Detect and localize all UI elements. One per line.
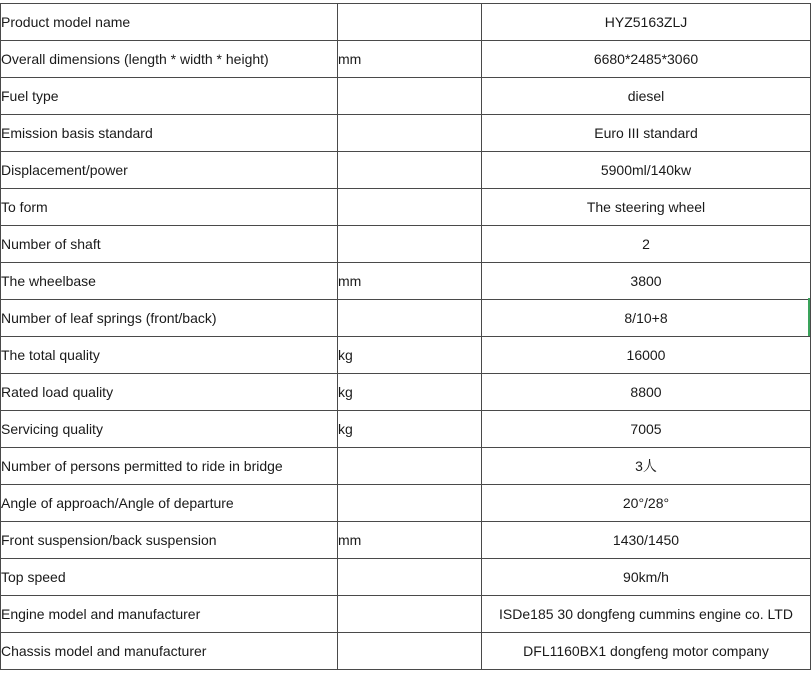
table-row <box>1 115 811 152</box>
table-row <box>1 4 811 41</box>
row-value-cell[interactable]: 90km/h <box>482 559 811 596</box>
row-value-cell[interactable]: 2 <box>482 226 811 263</box>
row-name-cell[interactable]: Fuel type <box>1 78 338 115</box>
row-name-cell[interactable]: Product model name <box>1 4 338 41</box>
table-row <box>1 263 811 300</box>
table-row <box>1 189 811 226</box>
row-name-cell[interactable]: Angle of approach/Angle of departure <box>1 485 338 522</box>
row-name-cell[interactable]: The total quality <box>1 337 338 374</box>
row-value-cell[interactable]: HYZ5163ZLJ <box>482 4 811 41</box>
row-name-cell[interactable]: The wheelbase <box>1 263 338 300</box>
row-unit-cell[interactable] <box>338 4 482 41</box>
spec-table-body <box>1 4 811 670</box>
row-value-cell[interactable]: 20°/28° <box>482 485 811 522</box>
row-name-cell[interactable]: Number of persons permitted to ride in bridge <box>1 448 338 485</box>
row-value-cell[interactable]: 8800 <box>482 374 811 411</box>
row-name-cell[interactable]: Displacement/power <box>1 152 338 189</box>
row-unit-cell[interactable] <box>338 226 482 263</box>
row-unit-cell[interactable] <box>338 152 482 189</box>
row-name-cell[interactable]: Emission basis standard <box>1 115 338 152</box>
row-name-cell[interactable]: Number of shaft <box>1 226 338 263</box>
table-row <box>1 485 811 522</box>
table-row <box>1 300 811 337</box>
row-unit-cell[interactable] <box>338 189 482 226</box>
table-row <box>1 633 811 670</box>
row-unit-cell[interactable]: mm <box>338 41 482 78</box>
row-name-cell[interactable]: Number of leaf springs (front/back) <box>1 300 338 337</box>
row-value-cell[interactable]: 6680*2485*3060 <box>482 41 811 78</box>
row-unit-cell[interactable] <box>338 559 482 596</box>
row-value-cell[interactable]: 16000 <box>482 337 811 374</box>
row-name-cell[interactable]: To form <box>1 189 338 226</box>
row-value-cell[interactable]: 8/10+8 <box>482 300 811 337</box>
row-value-cell[interactable]: 1430/1450 <box>482 522 811 559</box>
table-row <box>1 596 811 633</box>
spec-table <box>0 3 811 670</box>
row-name-cell[interactable]: Engine model and manufacturer <box>1 596 338 633</box>
table-row <box>1 78 811 115</box>
table-row <box>1 41 811 78</box>
row-unit-cell[interactable]: kg <box>338 411 482 448</box>
table-row <box>1 448 811 485</box>
row-unit-cell[interactable]: kg <box>338 374 482 411</box>
row-name-cell[interactable]: Chassis model and manufacturer <box>1 633 338 670</box>
table-row <box>1 411 811 448</box>
table-row <box>1 559 811 596</box>
row-name-cell[interactable]: Front suspension/back suspension <box>1 522 338 559</box>
row-unit-cell[interactable]: mm <box>338 522 482 559</box>
row-unit-cell[interactable]: mm <box>338 263 482 300</box>
row-unit-cell[interactable] <box>338 633 482 670</box>
row-value-cell[interactable]: ISDe185 30 dongfeng cummins engine co. LTD <box>482 596 811 633</box>
table-row <box>1 152 811 189</box>
row-value-cell[interactable]: The steering wheel <box>482 189 811 226</box>
row-unit-cell[interactable] <box>338 300 482 337</box>
row-unit-cell[interactable] <box>338 115 482 152</box>
row-unit-cell[interactable] <box>338 78 482 115</box>
row-name-cell[interactable]: Rated load quality <box>1 374 338 411</box>
row-value-cell[interactable]: DFL1160BX1 dongfeng motor company <box>482 633 811 670</box>
table-row <box>1 337 811 374</box>
row-value-cell[interactable]: 3人 <box>482 448 811 485</box>
row-value-cell[interactable]: diesel <box>482 78 811 115</box>
row-unit-cell[interactable]: kg <box>338 337 482 374</box>
selection-edge-marker <box>808 298 810 336</box>
row-unit-cell[interactable] <box>338 596 482 633</box>
row-unit-cell[interactable] <box>338 485 482 522</box>
row-value-cell[interactable]: 3800 <box>482 263 811 300</box>
table-row <box>1 226 811 263</box>
table-row <box>1 374 811 411</box>
row-name-cell[interactable]: Servicing quality <box>1 411 338 448</box>
row-value-cell[interactable]: Euro III standard <box>482 115 811 152</box>
row-name-cell[interactable]: Overall dimensions (length * width * height) <box>1 41 338 78</box>
row-unit-cell[interactable] <box>338 448 482 485</box>
table-row <box>1 522 811 559</box>
row-value-cell[interactable]: 5900ml/140kw <box>482 152 811 189</box>
row-value-cell[interactable]: 7005 <box>482 411 811 448</box>
row-name-cell[interactable]: Top speed <box>1 559 338 596</box>
